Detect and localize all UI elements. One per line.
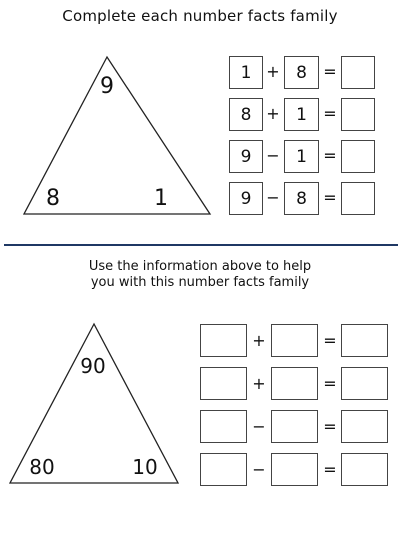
triangle-2-right-number: 10 [132, 455, 158, 479]
second-number-box[interactable]: 1 [284, 98, 319, 131]
second-number-box[interactable]: 8 [284, 56, 319, 89]
answer-box[interactable] [341, 453, 388, 486]
equals-sign: = [323, 104, 337, 123]
equals-sign: = [323, 417, 337, 436]
operator-sign: + [252, 374, 266, 393]
instruction-line-2: you with this number facts family [90, 275, 310, 290]
answer-box[interactable] [341, 56, 375, 89]
section-divider [4, 244, 398, 246]
equals-sign: = [323, 374, 337, 393]
equals-sign: = [323, 146, 337, 165]
equals-sign: = [323, 62, 337, 81]
operator-sign: − [266, 188, 280, 207]
first-number-box[interactable]: 9 [229, 182, 263, 215]
second-number-box[interactable]: 8 [284, 182, 319, 215]
first-number-box[interactable] [200, 367, 247, 400]
worksheet-title: Complete each number facts family [62, 7, 338, 25]
instruction-line-1: Use the information above to help [88, 259, 312, 274]
operator-sign: + [266, 104, 280, 123]
answer-box[interactable] [341, 367, 388, 400]
answer-box[interactable] [341, 140, 375, 173]
operator-sign: − [266, 146, 280, 165]
number-triangle-2 [8, 323, 180, 485]
triangle-1-top-number: 9 [100, 74, 114, 99]
first-number-box[interactable]: 9 [229, 140, 263, 173]
first-number-box[interactable] [200, 410, 247, 443]
operator-sign: − [252, 460, 266, 479]
answer-box[interactable] [341, 182, 375, 215]
first-number-box[interactable] [200, 324, 247, 357]
triangle-2-left-number: 80 [29, 455, 55, 479]
number-triangle-1 [22, 56, 212, 216]
second-number-box[interactable]: 1 [284, 140, 319, 173]
answer-box[interactable] [341, 410, 388, 443]
instruction-text [0, 259, 400, 291]
second-number-box[interactable] [271, 367, 318, 400]
first-number-box[interactable]: 8 [229, 98, 263, 131]
operator-sign: + [252, 331, 266, 350]
first-number-box[interactable] [200, 453, 247, 486]
second-number-box[interactable] [271, 324, 318, 357]
answer-box[interactable] [341, 98, 375, 131]
operator-sign: − [252, 417, 266, 436]
answer-box[interactable] [341, 324, 388, 357]
equals-sign: = [323, 460, 337, 479]
first-number-box[interactable]: 1 [229, 56, 263, 89]
triangle-1-left-number: 8 [46, 186, 60, 211]
operator-sign: + [266, 62, 280, 81]
triangle-2-top-number: 90 [80, 354, 106, 378]
triangle-1-right-number: 1 [154, 186, 168, 211]
equals-sign: = [323, 331, 337, 350]
second-number-box[interactable] [271, 410, 318, 443]
second-number-box[interactable] [271, 453, 318, 486]
equals-sign: = [323, 188, 337, 207]
